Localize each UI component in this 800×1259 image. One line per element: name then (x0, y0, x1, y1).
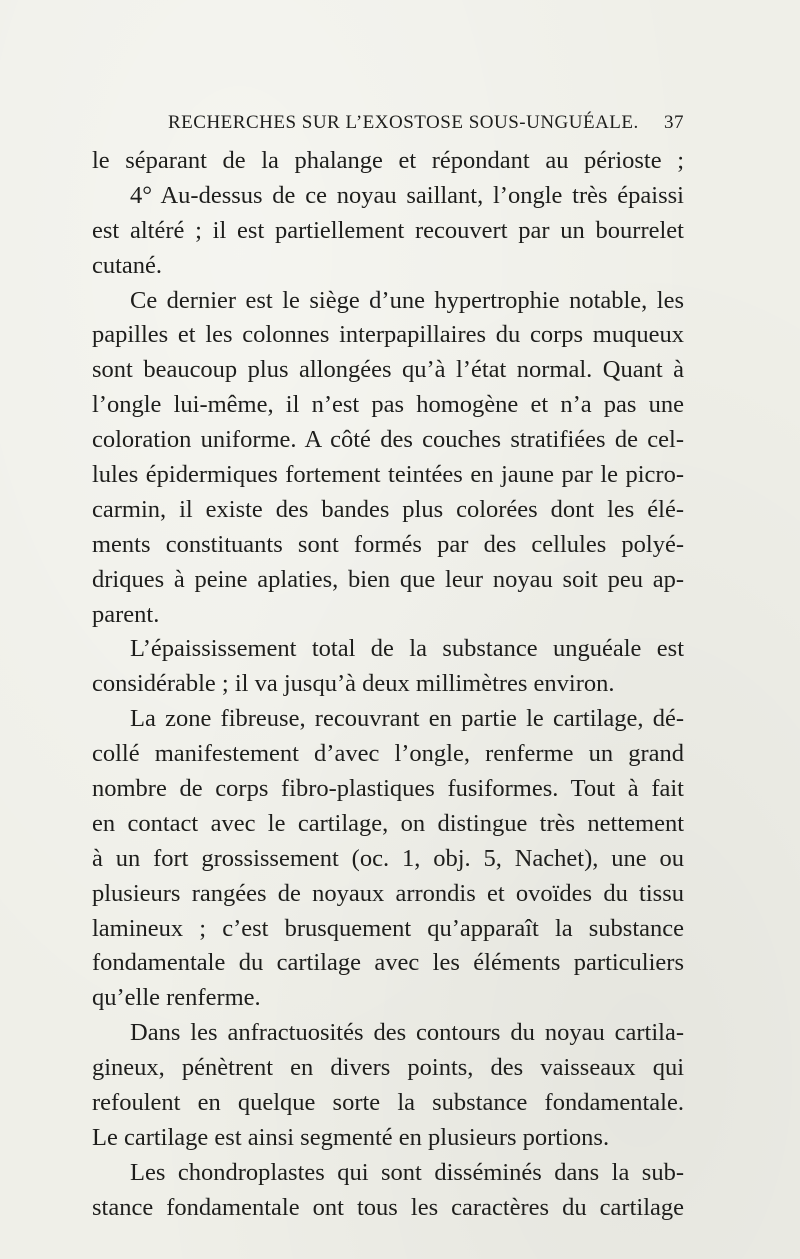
text-line: La zone fibreuse, recouvrant en partie le cartilage, dé- (130, 705, 684, 733)
text-line: le séparant de la phalange et répondant au périoste ; (92, 147, 684, 174)
text-line: cutané. (92, 251, 163, 279)
text-line: collé manifestement d’avec l’ongle, renferme un grand (92, 740, 684, 768)
text-line: Dans les anfractuosités des contours du noyau cartila- (130, 1019, 684, 1047)
page-number: 37 (664, 112, 684, 133)
text-line: coloration uniforme. A côté des couches stratifiées de cel- (92, 426, 684, 454)
text-line: L’épaississement total de la substance unguéale est (130, 635, 684, 663)
running-head (168, 112, 684, 136)
text-line: stance fondamentale ont tous les caractères du cartilage (92, 1193, 684, 1221)
text-line: gineux, pénètrent en divers points, des vaisseaux qui (92, 1054, 684, 1082)
text-line: driques à peine aplaties, bien que leur noyau soit peu ap- (92, 565, 684, 593)
text-line: fondamentale du cartilage avec les éléments particuliers (92, 949, 684, 977)
text-line: sont beaucoup plus allongées qu’à l’état normal. Quant à (92, 356, 684, 384)
body-text (92, 144, 684, 1226)
text-line: qu’elle renferme. (92, 984, 261, 1012)
running-title: RECHERCHES SUR L’EXOSTOSE SOUS-UNGUÉALE. (168, 112, 639, 133)
text-line: l’ongle lui-même, il n’est pas homogène et n’a pas une (92, 391, 684, 419)
text-line: carmin, il existe des bandes plus colorées dont les élé- (92, 495, 684, 523)
text-line: Les chondroplastes qui sont disséminés dans la sub- (130, 1158, 684, 1186)
text-line: considérable ; il va jusqu’à deux millimètres environ. (92, 670, 615, 698)
text-line: en contact avec le cartilage, on distingue très nettement (92, 809, 684, 837)
text-line: est altéré ; il est partiellement recouvert par un bourrelet (92, 216, 684, 244)
text-line: 4° Au-dessus de ce noyau saillant, l’ongle très épaissi (130, 181, 684, 209)
text-line: plusieurs rangées de noyaux arrondis et ovoïdes du tissu (92, 879, 684, 907)
text-line: parent. (92, 600, 160, 628)
text-line: nombre de corps fibro-plastiques fusiformes. Tout à fait (92, 775, 684, 803)
text-line: lules épidermiques fortement teintées en jaune par le picro- (92, 461, 684, 489)
text-line: ments constituants sont formés par des cellules polyé- (92, 530, 684, 558)
text-line: à un fort grossissement (oc. 1, obj. 5, Nachet), une ou (92, 844, 684, 872)
text-line: papilles et les colonnes interpapillaires du corps muqueux (92, 321, 684, 349)
text-line: Le cartilage est ainsi segmenté en plusieurs portions. (92, 1123, 610, 1151)
text-line: Ce dernier est le siège d’une hypertrophie notable, les (130, 286, 684, 314)
text-line: refoulent en quelque sorte la substance fondamentale. (92, 1089, 684, 1117)
text-line: lamineux ; c’est brusquement qu’apparaît la substance (92, 914, 684, 942)
